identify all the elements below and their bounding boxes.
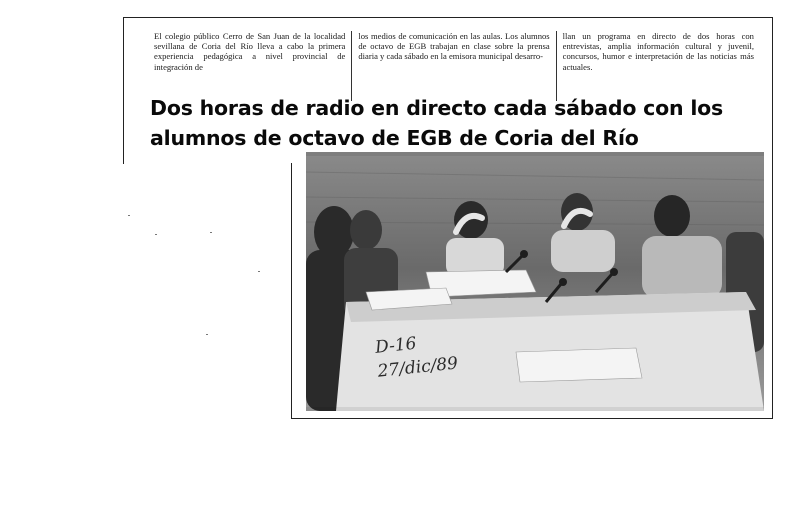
archive-code: D-16	[374, 333, 418, 358]
archive-date: 27/dic/89	[376, 353, 459, 382]
scan-speck	[210, 232, 212, 233]
lead-column-3: llan un programa en directo de dos horas con entrevistas, amplia información cultural y juvenil, concursos, humor e interpretación de las noticias más actuales.	[556, 31, 760, 101]
scan-speck	[155, 234, 157, 235]
scan-speck	[128, 215, 130, 216]
article-headline: Dos horas de radio en directo cada sábado con los alumnos de octavo de EGB de Coria del Río	[150, 96, 724, 150]
handwritten-archive-mark	[374, 328, 459, 384]
scan-speck	[258, 271, 260, 272]
radio-studio-photo-illustration	[306, 152, 764, 411]
lead-column-1: El colegio público Cerro de San Juan de la localidad sevillana de Coria del Río lleva a cabo la primera experiencia pedagógica a nivel provincial de integración de	[154, 31, 346, 72]
article-photo	[306, 152, 764, 411]
lead-column-2: los medios de comunicación en las aulas. Los alumnos de octavo de EGB trabajan en clase sobre la prensa diaria y cada sábado en la emisora municipal desarro-	[351, 31, 555, 101]
scan-speck	[206, 334, 208, 335]
newspaper-clipping	[123, 17, 773, 419]
article-lead-columns	[148, 31, 760, 101]
